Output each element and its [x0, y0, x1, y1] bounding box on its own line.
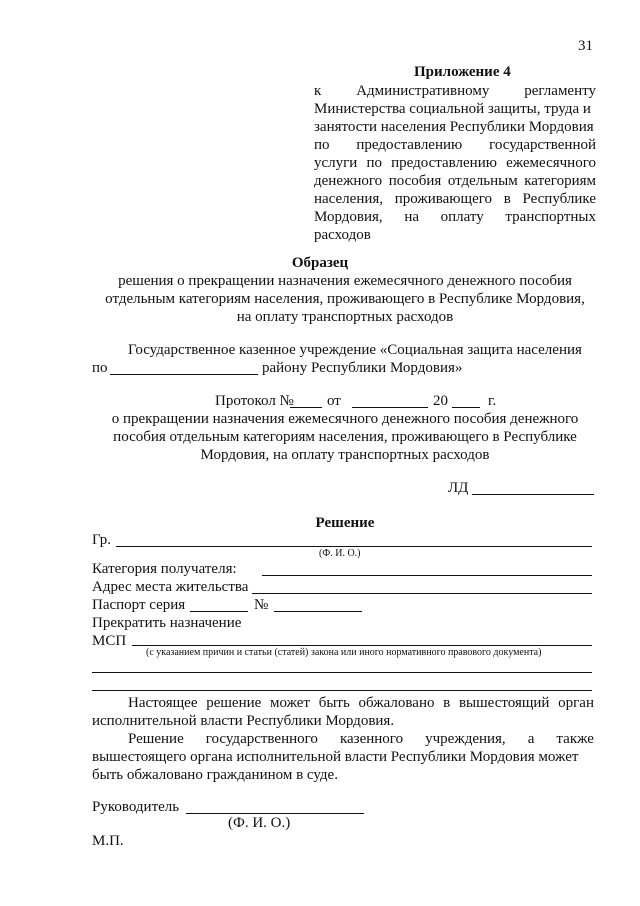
appendix-line-9: расходов [314, 227, 371, 243]
citizen-blank-line [116, 546, 592, 547]
word: Административному [356, 83, 490, 99]
category-blank-line [262, 575, 592, 576]
word: государственной [489, 137, 596, 153]
address-label: Адрес места жительства [92, 579, 249, 595]
protocol-year-blank [452, 407, 480, 408]
word: быть [318, 695, 350, 711]
word: орган [558, 695, 594, 711]
msp-label: МСП [92, 633, 127, 649]
passport-series-blank [190, 611, 248, 612]
word: услуги [314, 155, 358, 171]
reason-hint: (с указанием причин и статьи (статей) закона или иного нормативного правового документа) [146, 647, 542, 658]
appeal-line-5: быть обжаловано гражданином в суде. [92, 767, 338, 783]
ld-label: ЛД [448, 480, 469, 496]
seal-label: М.П. [92, 833, 124, 849]
protocol-label: Протокол № [215, 393, 294, 409]
word: Настоящее [128, 695, 198, 711]
appendix-line-4 [314, 136, 596, 154]
appendix-line-3: занятости населения Республики Мордовия [314, 119, 594, 135]
protocol-line-2: о прекращении назначения ежемесячного денежного пособия денежного [111, 411, 579, 427]
word: Решение [128, 731, 184, 747]
appeal-line-1 [128, 694, 594, 712]
word: транспортных [505, 209, 596, 225]
decision-title: Решение [315, 515, 375, 531]
word: а [527, 731, 535, 747]
word: может [269, 695, 310, 711]
word: казенного [339, 731, 404, 747]
word: ежемесячного [506, 155, 596, 171]
appeal-line-3 [128, 730, 594, 748]
category-label: Категория получателя: [92, 561, 237, 577]
word: категориям [524, 173, 596, 189]
sample-line-2: отдельным категориям населения, проживающего в Республике Мордовия, [105, 291, 585, 307]
protocol-from: от [327, 393, 341, 409]
institution-line-1: Государственное казенное учреждение «Социальная защита населения [128, 342, 582, 358]
head-fio-hint: (Ф. И. О.) [228, 815, 291, 831]
word: по [366, 155, 382, 171]
appendix-line-7 [314, 190, 596, 208]
word: учреждения, [425, 731, 506, 747]
word: предоставлению [356, 137, 463, 153]
msp-blank-line [132, 645, 592, 646]
appendix-line-5 [314, 154, 596, 172]
word: также [556, 731, 594, 747]
word: к [314, 83, 322, 99]
word: Мордовия, [314, 209, 383, 225]
word: регламенту [524, 83, 596, 99]
sample-line-1: решения о прекращении назначения ежемесячного денежного пособия [118, 273, 572, 289]
word: отдельным [447, 173, 518, 189]
word: по [314, 137, 330, 153]
sample-title: Образец [291, 255, 349, 271]
word: на [404, 209, 419, 225]
appendix-line-2: Министерства социальной защиты, труда и [314, 101, 591, 117]
address-blank-line [252, 593, 592, 594]
appendix-line-8 [314, 208, 596, 226]
word: в [443, 695, 451, 711]
ld-blank-line [472, 494, 594, 495]
protocol-number-blank [290, 407, 322, 408]
appendix-line-6 [314, 172, 596, 190]
protocol-date-blank [352, 407, 428, 408]
citizen-fio-hint: (Ф. И. О.) [319, 548, 361, 559]
word: проживающего [394, 191, 492, 207]
reason-blank-line-1 [92, 672, 592, 673]
word: пособия [388, 173, 442, 189]
protocol-year-suffix: г. [488, 393, 497, 409]
stop-label: Прекратить назначение [92, 615, 242, 631]
word: населения, [314, 191, 384, 207]
word: в [503, 191, 511, 207]
appeal-line-2: исполнительной власти Республики Мордовия. [92, 713, 395, 729]
word: обжаловано [358, 695, 435, 711]
head-label: Руководитель [92, 799, 180, 815]
passport-number-label: № [254, 597, 269, 613]
word: решение [206, 695, 262, 711]
passport-number-blank [274, 611, 362, 612]
appendix-title: Приложение 4 [414, 64, 511, 80]
passport-label: Паспорт серия [92, 597, 186, 613]
protocol-line-4: Мордовия, на оплату транспортных расходов [200, 447, 490, 463]
word: оплату [440, 209, 484, 225]
district-blank-line [110, 374, 258, 375]
word: вышестоящий [458, 695, 550, 711]
reason-blank-line-2 [92, 690, 592, 691]
institution-line-2-prefix: по [92, 360, 108, 376]
page-number: 31 [578, 38, 593, 54]
word: Республике [522, 191, 596, 207]
word: государственного [205, 731, 318, 747]
citizen-label: Гр. [92, 532, 111, 548]
word: предоставлению [391, 155, 497, 171]
sample-line-3: на оплату транспортных расходов [236, 309, 454, 325]
protocol-line-3: пособия отдельным категориям населения, проживающего в Республике [113, 429, 577, 445]
word: денежного [314, 173, 383, 189]
protocol-year: 20 [433, 393, 448, 409]
appendix-line-1 [314, 82, 596, 100]
institution-line-2-suffix: району Республики Мордовия» [262, 360, 463, 376]
appeal-line-4: вышестоящего органа исполнительной власти Республики Мордовия может [92, 749, 579, 765]
